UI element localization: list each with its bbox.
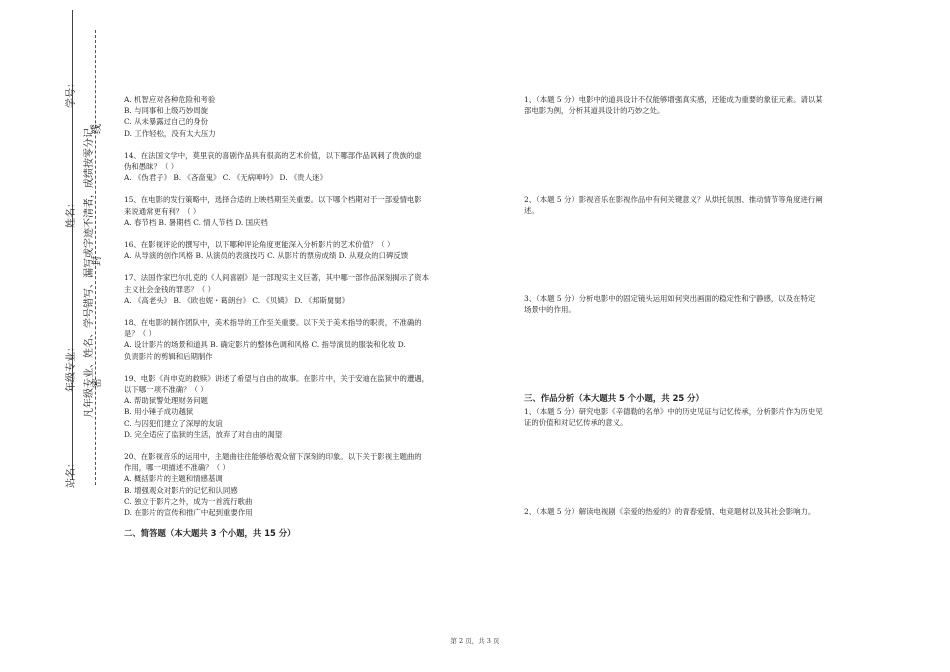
question-stem: 是？（ ）	[124, 329, 156, 339]
option-line: D. 完全适应了监狱的生活，放弃了对自由的渴望	[124, 429, 283, 439]
question-stem: 主义社会金钱的罪恶？（ ）	[124, 284, 216, 294]
section-3-title: 三、作品分析（本大题共 5 个小题，共 25 分）	[524, 393, 704, 403]
option-line: A. 机智应对各种危险和考验	[124, 95, 216, 104]
page-footer: 第 2 页，共 3 页	[450, 637, 500, 645]
question-13-options	[124, 94, 469, 139]
question-14	[124, 150, 469, 184]
option-line: A. 《伪君子》 B. 《吝啬鬼》 C. 《无病呻吟》 D. 《贵人迷》	[124, 173, 327, 183]
option-line: D. 在影片的宣传和推广中起到重要作用	[124, 508, 253, 518]
question-stem: 19、电影《肖申克的救赎》讲述了希望与自由的故事。在影片中，关于安迪在监狱中的遭遇，	[124, 373, 430, 383]
question-stem: 15、在电影的发行策略中，选择合适的上映档期至关重要。以下哪个档期对于一部爱情电影	[124, 195, 422, 205]
question-stem: 1、（本题 5 分）电影中的道具设计不仅能够增强真实感，还能成为重要的象征元素。请以某	[524, 95, 823, 104]
grade-major-label: 年级专业：	[66, 342, 77, 392]
seal-char-mi: 密	[92, 378, 103, 388]
section-3-q2	[524, 506, 864, 517]
option-line: A. 设计影片的场景和道具 B. 确定影片的整体色调和风格 C. 指导演员的服装和化妆 D.	[124, 340, 406, 350]
question-stem: 场景中的作用。	[524, 305, 576, 315]
option-line: A. 帮助狱警处理财务问题	[124, 396, 208, 406]
option-line: B. 用小锤子成功越狱	[124, 407, 194, 417]
option-line: A. 《高老头》 B. 《欧也妮・葛朗台》 C. 《贝姨》 D. 《邦斯舅舅》	[124, 295, 350, 305]
question-stem: 17、法国作家巴尔扎克的《人间喜剧》是一部现实主义巨著，其中哪一部作品深刻揭示了资本	[124, 273, 430, 283]
option-line: C. 从未暴露过自己的身份	[124, 117, 208, 127]
seal-char-xian: 线	[92, 124, 103, 134]
question-stem: 述。	[524, 206, 539, 216]
section-3	[524, 393, 864, 429]
name-label: 姓名：	[66, 198, 77, 228]
question-19	[124, 373, 469, 440]
question-18	[124, 317, 469, 362]
binding-notice: 凡年级专业、姓名、学号错写、漏写或字迹不清者，成绩按零分记。	[84, 118, 95, 418]
question-stem: 以下哪一项不准确？（ ）	[124, 385, 208, 395]
option-line: C. 独立于影片之外，成为一首流行歌曲	[124, 496, 253, 506]
question-stem: 2、（本题 5 分）影视音乐在影视作品中有何关键意义？从烘托氛围、推动情节等角度进行阐	[524, 195, 823, 204]
question-15	[124, 194, 469, 228]
school-label: 站名：	[66, 458, 77, 488]
student-id-label: 学号：	[66, 78, 77, 108]
question-stem: 作用，哪一项描述不准确？（ ）	[124, 463, 230, 473]
question-stem: 证的价值和对记忆传承的意义。	[524, 418, 628, 428]
section-2-title: 二、简答题（本大题共 3 个小题，共 15 分）	[124, 528, 296, 539]
question-stem: 2、（本题 5 分）解读电视剧《亲爱的热爱的》的青春爱情、电竞题材以及其社会影响力。	[524, 507, 816, 516]
question-stem: 来说通常更有利？（ ）	[124, 206, 201, 216]
question-20	[124, 451, 469, 518]
seal-char-feng: 封	[92, 256, 103, 266]
binding-margin	[0, 0, 110, 672]
option-line: B. 与同事和上级巧妙周旋	[124, 106, 209, 116]
question-stem: 伪和愚昧？（ ）	[124, 162, 179, 172]
left-column	[124, 94, 469, 540]
question-stem: 部电影为例，分析其道具设计的巧妙之处。	[524, 106, 665, 116]
question-stem: 18、在电影的制作团队中，美术指导的工作至关重要。以下关于美术指导的职责，不准确的	[124, 318, 422, 328]
question-17	[124, 272, 469, 306]
option-line: B. 增强观众对影片的记忆和认同感	[124, 485, 238, 495]
question-16	[124, 239, 469, 261]
option-line: A. 从导演的创作风格 B. 从演员的表演技巧 C. 从影片的票房成绩 D. 从观众的口碑反馈	[124, 251, 409, 261]
option-line: C. 与囚犯们建立了深厚的友谊	[124, 418, 223, 428]
question-stem: 1、（本题 5 分）研究电影《辛德勒的名单》中的历史见证与记忆传承，分析影片作为历史见	[524, 407, 823, 417]
option-line: D. 工作轻松，没有太大压力	[124, 128, 216, 138]
option-line: A. 春节档 B. 暑期档 C. 情人节档 D. 国庆档	[124, 217, 268, 227]
question-stem: 3、（本题 5 分）分析电影中的固定镜头运用如何突出画面的稳定性和宁静感，以及在特定	[524, 294, 816, 303]
right-column-q2	[524, 194, 864, 216]
option-line: 负责影片的剪辑和后期制作	[124, 351, 213, 361]
question-stem: 14、在法国文学中，莫里哀的喜剧作品具有很高的艺术价值，以下哪部作品讽刺了贵族的虚	[124, 150, 422, 160]
question-stem: 16、在影视评论的撰写中，以下哪种评论角度更能深入分析影片的艺术价值？（ ）	[124, 240, 395, 250]
option-line: A. 概括影片的主题和情感基调	[124, 474, 223, 484]
question-stem: 20、在影视音乐的运用中，主题曲往往能够给观众留下深刻的印象。以下关于影视主题曲的	[124, 452, 422, 462]
right-column-q3	[524, 293, 864, 315]
right-column-q1	[524, 94, 864, 116]
